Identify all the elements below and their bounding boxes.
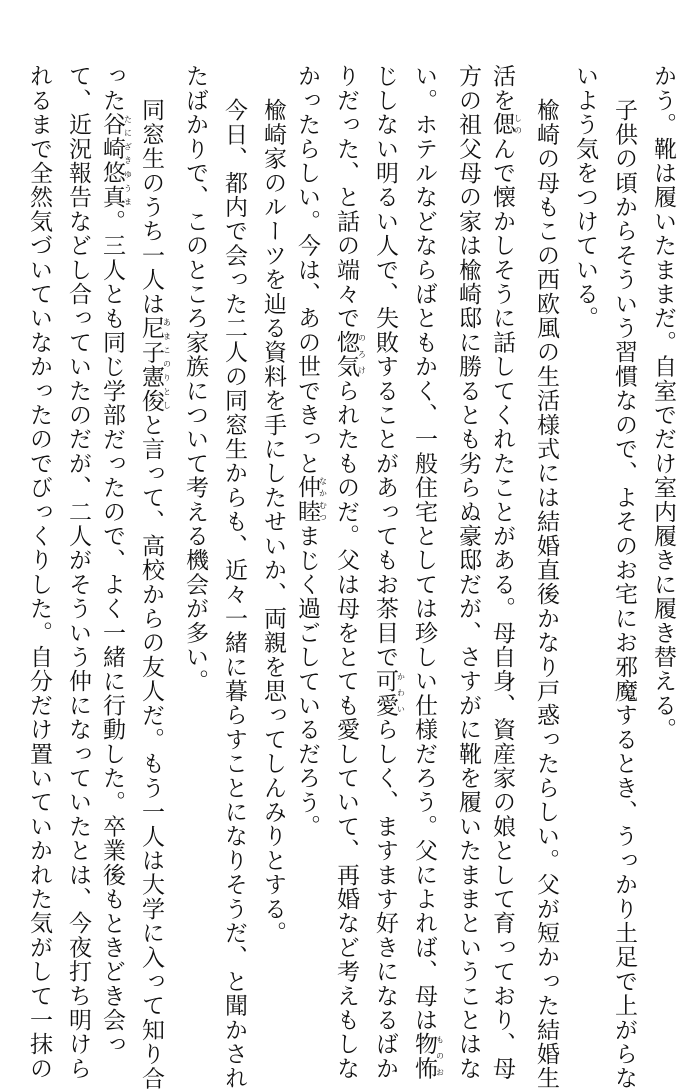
furigana-word: 惚気のろけ xyxy=(333,330,367,379)
text-column: りだった、と話の端々で惚気のろけられたものだ。父は母をとても愛していて、再婚など考えもしな xyxy=(333,64,367,1081)
text-column: かう。靴は履いたままだ。自室でだけ室内履きに履き替える。 xyxy=(650,64,676,742)
text-column: 活を偲しのんで懐かしそうに話してくれたことがある。母自身、資産家の娘として育っており、母 xyxy=(489,64,523,1081)
furigana-reading: あまこのりとし xyxy=(162,315,172,413)
text-column: いよう気をつけている。 xyxy=(572,64,598,331)
text-column: 楡崎の母もこの西欧風の生活様式には結婚直後かなり戸惑ったらしい。父が短かった結婚生 xyxy=(533,98,559,1090)
furigana-reading: のろけ xyxy=(357,330,367,379)
text-column: 今日、都内で会った二人の同窓生からも、近々一緒に暮らすことになりそうだ、と聞かされ xyxy=(221,98,247,1090)
text-column: 楡崎家のルーツを辿る資料を手にしたせいか、両親を思ってしんみりとする。 xyxy=(260,98,286,945)
text-column: て、近況報告などし合っていたのだが、二人がそういう仲になっていたとは、今夜打ち明けら xyxy=(65,64,91,1081)
text-column: れるまで全然気づいていなかったのでびっくりした。自分だけ置いていかれた気がして一抹の xyxy=(26,64,52,1081)
furigana-word: 谷崎悠真たにざきゆうま xyxy=(99,112,133,210)
text-column: 同窓生のうち一人は尼子憲俊あまこのりとしと言って、高校からの友人だ。もう一人は大学に入って知り合 xyxy=(138,98,172,1090)
furigana-word: 物怖ものお xyxy=(411,1032,445,1081)
furigana-reading: ものお xyxy=(435,1032,445,1081)
furigana-word: 尼子憲俊あまこのりとし xyxy=(138,315,172,413)
furigana-reading: なかむつ xyxy=(318,475,328,524)
furigana-reading: かわい xyxy=(396,669,406,718)
text-column: かったらしい。今は、あの世できっと仲睦なかむつまじく過ごしているだろう。 xyxy=(294,64,328,839)
furigana-word: 仲睦なかむつ xyxy=(294,475,328,524)
text-column: った谷崎悠真たにざきゆうま。三人とも同じ学部だったので、よく一緒に行動した。卒業後もときどき会っ xyxy=(99,64,133,1057)
text-column: じしない明るい人で、失敗することがあってもお茶目で可愛かわいらしく、ますます好きになるばか xyxy=(372,64,406,1081)
text-column: い。ホテルなどならばともかく、一般住宅としては珍しい仕様だろう。父によれば、母は物怖ものお xyxy=(411,64,445,1081)
furigana-reading: たにざきゆうま xyxy=(123,112,133,210)
text-column: たばかりで、このところ家族について考える機会が多い。 xyxy=(182,64,208,694)
furigana-reading: しの xyxy=(513,112,523,137)
furigana-word: 可愛かわい xyxy=(372,669,406,718)
text-column: 方の祖父母の家は楡崎邸に勝るとも劣らぬ豪邸だが、さすがに靴を履いたままということはな xyxy=(455,64,481,1081)
furigana-word: 偲しの xyxy=(489,112,523,137)
text-column: 子供の頃からそういう習慣なので、よそのお宅にお邪魔するとき、うっかり土足で上がらな xyxy=(611,98,637,1090)
